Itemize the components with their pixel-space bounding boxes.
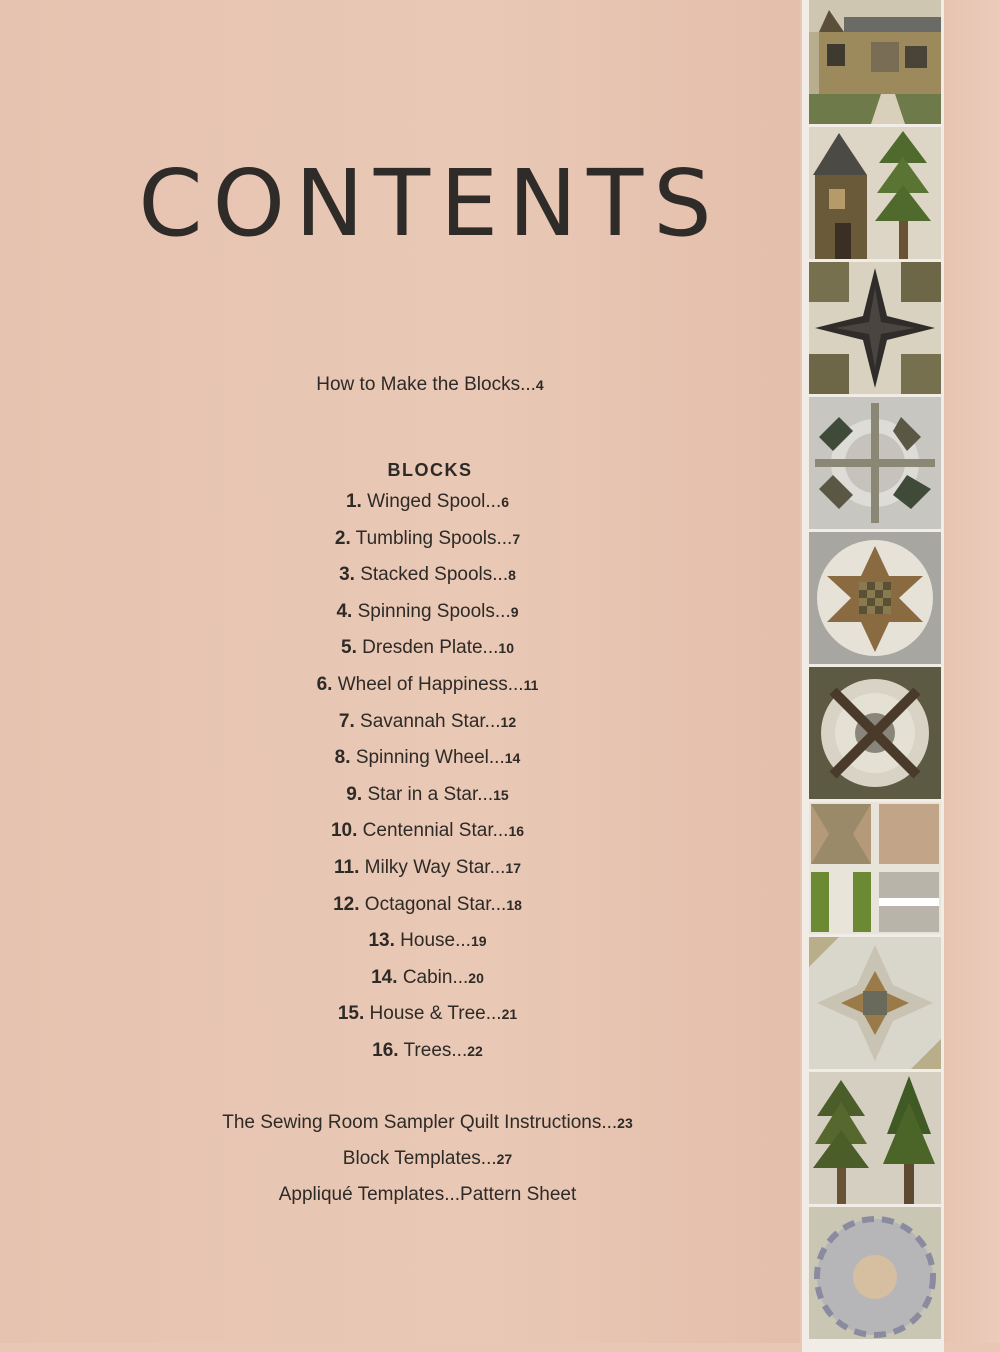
toc-entry[interactable]	[0, 926, 855, 963]
page-edge	[944, 0, 1000, 1343]
block-name: Centennial Star...	[362, 820, 509, 842]
block-name: Trees...	[403, 1039, 468, 1061]
spools-quilt-block	[809, 802, 941, 934]
toc-entry[interactable]	[0, 1036, 855, 1073]
quilt-block-strip	[802, 0, 944, 1352]
block-number: 5.	[341, 637, 357, 659]
toc-page-number: 20	[468, 969, 484, 986]
block-number: 9.	[346, 783, 363, 805]
block-number: 8.	[334, 747, 351, 769]
block-number: 12.	[333, 893, 360, 915]
toc-intro-entry[interactable]	[0, 374, 860, 396]
block-name: Spinning Wheel...	[355, 747, 505, 769]
toc-entry[interactable]	[0, 890, 855, 927]
toc-page-number: 27	[496, 1151, 513, 1167]
spinning-wheel-quilt-block	[809, 667, 941, 799]
block-name: Savannah Star...	[360, 710, 501, 732]
block-number: 7.	[338, 710, 355, 732]
block-name: Spinning Spools...	[357, 600, 511, 622]
page-title: CONTENTS	[138, 150, 722, 257]
block-number: 3.	[339, 564, 355, 586]
toc-page-number: 9	[510, 603, 519, 620]
block-number: 13.	[368, 930, 395, 952]
block-number: 14.	[371, 966, 398, 988]
block-name: Octagonal Star...	[364, 893, 507, 915]
toc-entry[interactable]	[0, 743, 855, 780]
block-name: Tumbling Spools...	[355, 527, 513, 549]
block-number: 16.	[372, 1039, 399, 1061]
block-number: 11.	[334, 856, 360, 878]
block-name: Milky Way Star...	[364, 856, 506, 878]
toc-page-number: 15	[493, 786, 509, 803]
toc-page-number: 12	[500, 713, 517, 730]
toc-entry[interactable]	[0, 670, 855, 707]
toc-entry[interactable]	[0, 707, 855, 744]
toc-entry-text: How to Make the Blocks...	[316, 374, 536, 395]
toc-entry[interactable]	[0, 853, 855, 890]
toc-page-number: 21	[501, 1006, 518, 1023]
block-name: Wheel of Happiness...	[337, 673, 524, 695]
block-name: House...	[400, 930, 471, 952]
block-number: 6.	[316, 673, 333, 695]
toc-page-number: 17	[505, 859, 521, 876]
toc-entry-applique-templates[interactable]	[0, 1180, 855, 1216]
block-number: 1.	[345, 491, 362, 512]
spinning-spools-quilt-block	[809, 397, 941, 529]
toc-entry[interactable]	[0, 560, 855, 597]
cabin-quilt-block	[809, 0, 941, 124]
toc-entry[interactable]	[0, 597, 855, 634]
toc-page-number: 11	[523, 676, 539, 693]
dresden-plate-quilt-block	[809, 1207, 941, 1339]
toc-entry[interactable]	[0, 780, 855, 817]
toc-entry[interactable]	[0, 816, 855, 853]
toc-page-number: 16	[508, 823, 525, 840]
star-quilt-block	[809, 937, 941, 1069]
star-in-circle-quilt-block	[809, 532, 941, 664]
toc-page-number: 7	[512, 530, 521, 547]
block-name: Dresden Plate...	[362, 637, 499, 659]
block-number: 2.	[334, 527, 351, 549]
toc-entry-text: Appliqué Templates...Pattern Sheet	[278, 1184, 577, 1205]
toc-page-number: 19	[470, 933, 487, 950]
blocks-heading: BLOCKS	[387, 460, 473, 480]
blocks-list	[0, 487, 855, 1073]
toc-entry[interactable]	[0, 999, 855, 1036]
block-name: Cabin...	[402, 966, 469, 988]
block-name: Winged Spool...	[367, 491, 502, 512]
toc-entry[interactable]	[0, 487, 855, 524]
toc-entry-block-templates[interactable]	[0, 1144, 855, 1180]
block-number: 10.	[330, 820, 358, 842]
block-name: Star in a Star...	[367, 783, 494, 805]
trees-quilt-block	[809, 1072, 941, 1204]
toc-page-number: 6	[501, 494, 510, 510]
block-name: Stacked Spools...	[360, 564, 509, 586]
toc-page-number: 22	[467, 1042, 483, 1059]
toc-page-number: 18	[506, 896, 522, 913]
toc-page-number: 4	[535, 377, 544, 393]
extras-list	[0, 1108, 855, 1216]
toc-entry[interactable]	[0, 633, 855, 670]
toc-page-number: 14	[504, 750, 521, 767]
block-number: 15.	[337, 1003, 365, 1025]
toc-page-number: 10	[498, 640, 514, 657]
toc-page-number: 23	[617, 1115, 633, 1131]
block-name: House & Tree...	[369, 1003, 502, 1025]
toc-page-number: 8	[508, 567, 516, 584]
house-and-tree-quilt-block	[809, 127, 941, 259]
toc-entry-text: The Sewing Room Sampler Quilt Instructions...	[222, 1112, 618, 1133]
block-number: 4.	[336, 600, 353, 622]
toc-entry[interactable]	[0, 963, 855, 1000]
toc-entry[interactable]	[0, 524, 855, 561]
toc-entry-text: Block Templates...	[342, 1148, 497, 1169]
eight-point-star-quilt-block	[809, 262, 941, 394]
toc-entry-quilt-instructions[interactable]	[0, 1108, 855, 1144]
